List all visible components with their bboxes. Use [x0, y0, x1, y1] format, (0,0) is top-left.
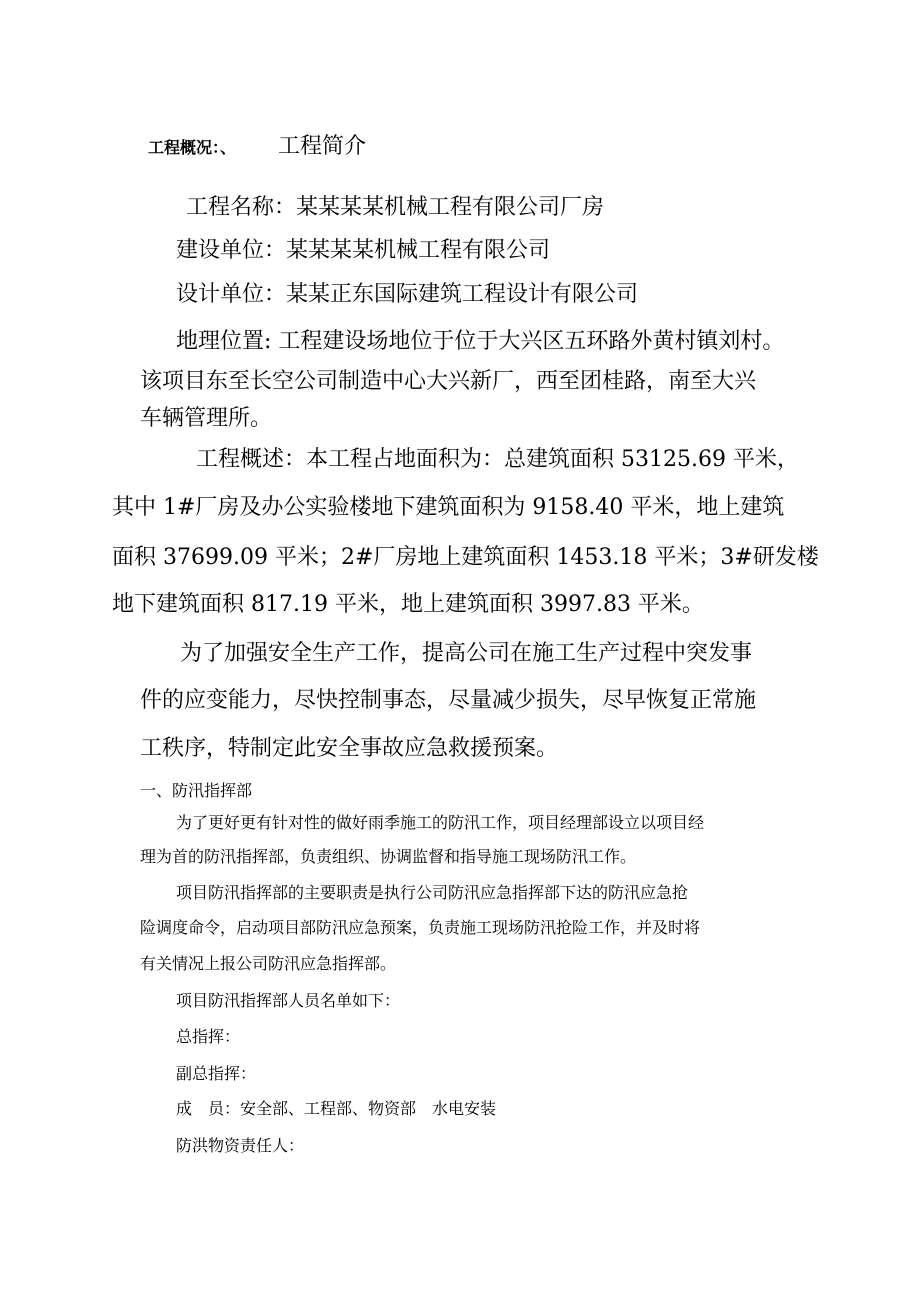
purpose-line-3: 工秩序，特制定此安全事故应急救援预案。: [140, 736, 559, 761]
location-line-2: 该项目东至长空公司制造中心大兴新厂，西至团桂路，南至大兴: [140, 369, 757, 394]
section-p2-line-1: 项目防汛指挥部的主要职责是执行公司防汛应急指挥部下达的防汛应急抢: [176, 883, 689, 902]
commander-line: 总指挥：: [176, 1027, 241, 1046]
overview-heading-title: 工程简介: [278, 134, 367, 159]
summary-line-2: 其中 1#厂房及办公实验楼地下建筑面积为 9158.40 平米，地上建筑: [112, 495, 785, 520]
summary-line-4: 地下建筑面积 817.19 平米，地上建筑面积 3997.83 平米。: [112, 592, 704, 617]
overview-heading-label: 工程概况：、: [148, 138, 237, 157]
summary-line-1: 工程概述：本工程占地面积为：总建筑面积 53125.69 平米，: [196, 447, 799, 472]
purpose-line-2: 件的应变能力，尽快控制事态，尽量减少损失，尽早恢复正常施: [140, 688, 757, 713]
summary-line-3: 面积 37699.09 平米；2#厂房地上建筑面积 1453.18 平米；3#研发楼: [112, 545, 819, 570]
project-name-line: 工程名称：某某某某机械工程有限公司厂房: [186, 195, 605, 220]
section-title: 一、防汛指挥部: [140, 781, 253, 800]
purpose-line-1: 为了加强安全生产工作，提高公司在施工生产过程中突发事: [180, 641, 753, 666]
designer-line: 设计单位：某某正东国际建筑工程设计有限公司: [176, 282, 639, 307]
location-line-1: 地理位置: 工程建设场地位于位于大兴区五环路外黄村镇刘村。: [176, 329, 785, 354]
vice-commander-line: 副总指挥：: [176, 1064, 257, 1083]
section-p1-line-2: 理为首的防汛指挥部，负责组织、协调监督和指导施工现场防汛工作。: [140, 847, 637, 866]
section-p1-line-1: 为了更好更有针对性的做好雨季施工的防汛工作，项目经理部设立以项目经: [176, 813, 705, 832]
builder-line: 建设单位：某某某某机械工程有限公司: [176, 238, 551, 263]
section-p2-line-3: 有关情况上报公司防汛应急指挥部。: [140, 954, 397, 973]
members-line: 成 员：安全部、工程部、物资部 水电安装: [176, 1099, 497, 1118]
section-p2-line-2: 险调度命令，启动项目部防汛应急预案，负责施工现场防汛抢险工作，并及时将: [140, 918, 701, 937]
roster-intro: 项目防汛指挥部人员名单如下：: [176, 991, 401, 1010]
materials-owner-line: 防洪物资责任人：: [176, 1136, 305, 1155]
location-line-3: 车辆管理所。: [140, 406, 273, 431]
